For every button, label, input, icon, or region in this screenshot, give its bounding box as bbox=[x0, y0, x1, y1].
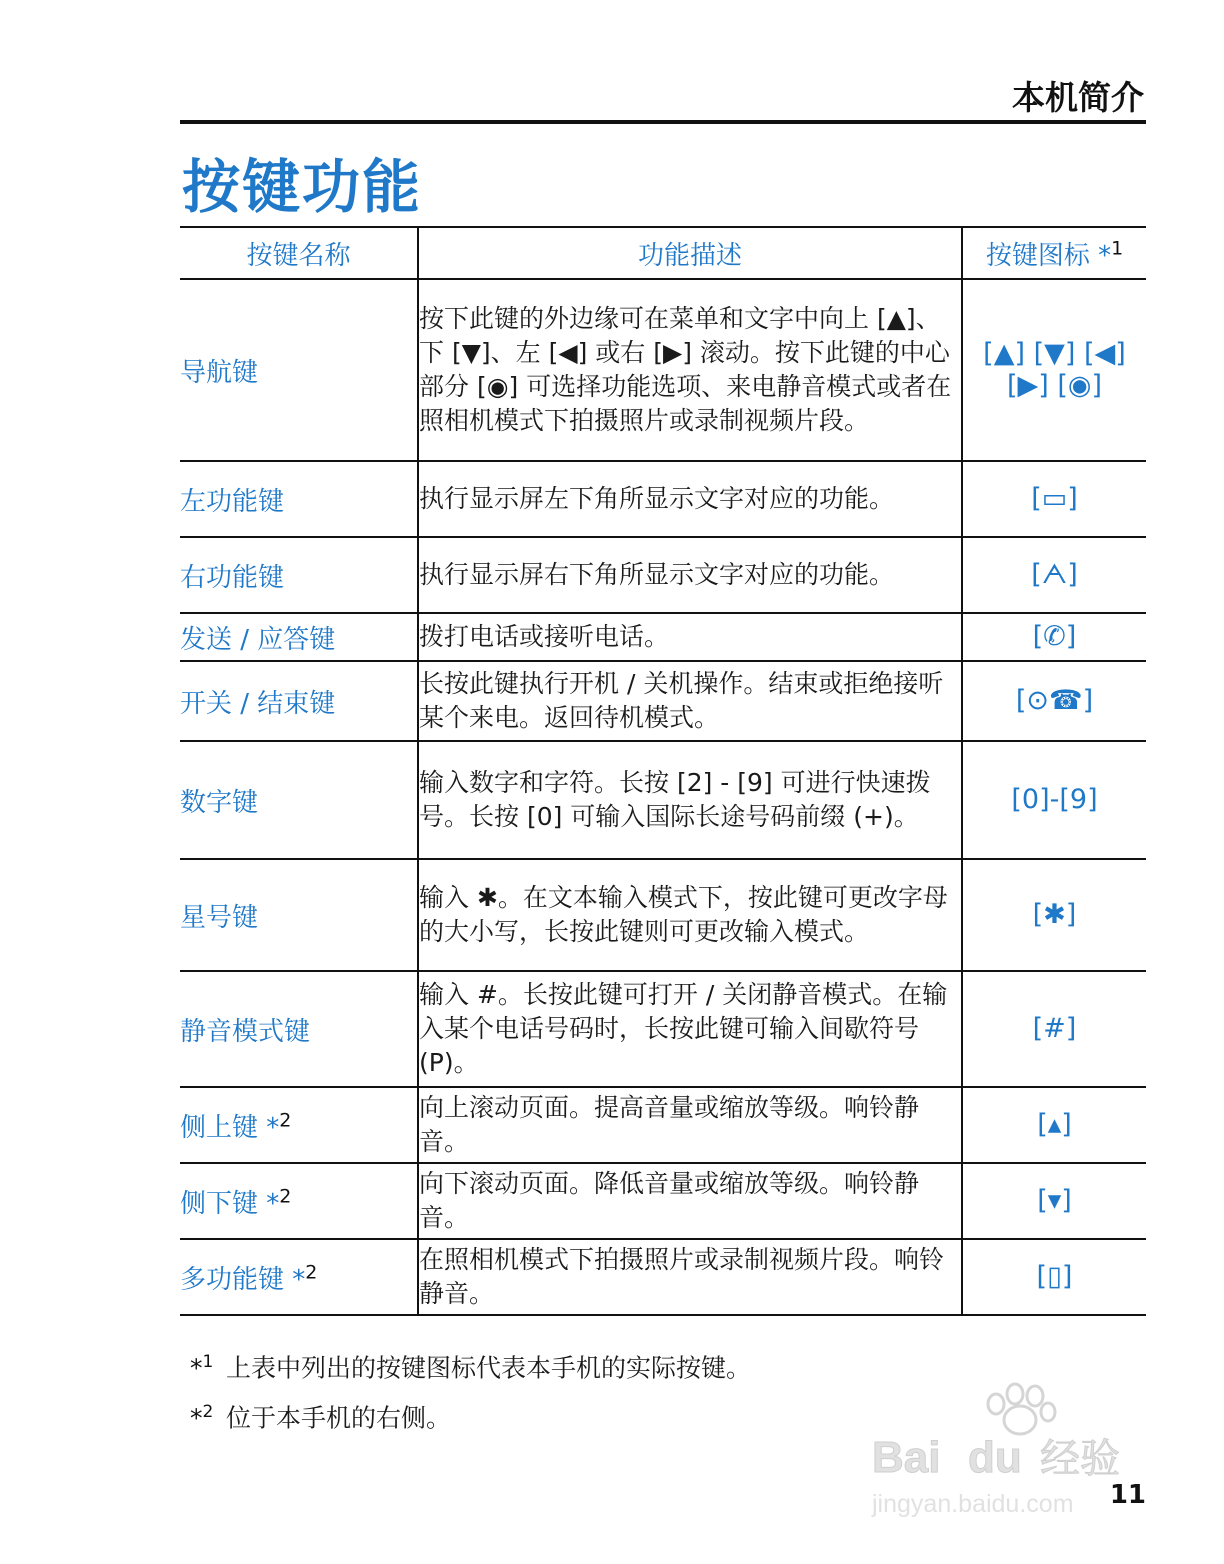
key-description: 执行显示屏右下角所显示文字对应的功能。 bbox=[418, 537, 962, 613]
footnotes bbox=[190, 1340, 751, 1441]
table-row bbox=[180, 859, 1146, 971]
navigation-key-icon: [▲] [▼] [◀] [▶] [◉] bbox=[962, 279, 1146, 461]
header-rule bbox=[180, 120, 1146, 124]
key-description: 输入 ✱。在文本输入模式下，按此键可更改字母的大小写，长按此键则可更改输入模式。 bbox=[418, 859, 962, 971]
key-description: 向下滚动页面。降低音量或缩放等级。响铃静音。 bbox=[418, 1163, 962, 1239]
footnote-text: 位于本手机的右侧。 bbox=[226, 1403, 452, 1433]
footnote-1 bbox=[190, 1340, 751, 1390]
footnote-ref-2: 2 bbox=[279, 1108, 292, 1131]
table-row bbox=[180, 661, 1146, 741]
power-end-key-icon: [⊙☎] bbox=[962, 661, 1146, 741]
header-key-name: 按键名称 bbox=[180, 227, 418, 279]
section-title: 本机简介 bbox=[1012, 78, 1144, 117]
svg-text:jingyan.baidu.com: jingyan.baidu.com bbox=[872, 1490, 1074, 1518]
footnote-ref-2: 2 bbox=[279, 1184, 292, 1207]
key-name: 数字键 bbox=[180, 741, 418, 859]
baidu-jingyan-watermark bbox=[870, 1380, 1150, 1520]
key-name: 右功能键 bbox=[180, 537, 418, 613]
footnote-marker: *$^2$ bbox=[190, 1402, 214, 1433]
key-name: 静音模式键 bbox=[180, 971, 418, 1087]
number-keys-icon: [0]-[9] bbox=[962, 741, 1146, 859]
key-description: 执行显示屏左下角所显示文字对应的功能。 bbox=[418, 461, 962, 537]
table-row bbox=[180, 1087, 1146, 1163]
key-description: 在照相机模式下拍摄照片或录制视频片段。响铃静音。 bbox=[418, 1239, 962, 1315]
key-function-table bbox=[180, 226, 1146, 1316]
table-header-row bbox=[180, 227, 1146, 279]
svg-text:du: du bbox=[968, 1433, 1022, 1482]
table-row bbox=[180, 461, 1146, 537]
key-name: 导航键 bbox=[180, 279, 418, 461]
table-row bbox=[180, 613, 1146, 661]
key-description: 按下此键的外边缘可在菜单和文字中向上 [▲]、下 [▼]、左 [◀] 或右 [▶] 滚动。按下此键的中心部分 [◉] 可选择功能选项、来电静音模式或者在照相机模式下拍摄照片或录制视频片段。 bbox=[418, 279, 962, 461]
key-name: 侧下键 *$^2$ bbox=[180, 1163, 418, 1239]
table-row bbox=[180, 537, 1146, 613]
right-softkey-icon: [ᗅ] bbox=[962, 537, 1146, 613]
page-number: 11 bbox=[1109, 1480, 1146, 1510]
table-row bbox=[180, 971, 1146, 1087]
side-down-key-icon: [▾] bbox=[962, 1163, 1146, 1239]
table-row bbox=[180, 279, 1146, 461]
key-name: 左功能键 bbox=[180, 461, 418, 537]
multifunction-key-icon: [▯] bbox=[962, 1239, 1146, 1315]
key-description: 长按此键执行开机 / 关机操作。结束或拒绝接听某个来电。返回待机模式。 bbox=[418, 661, 962, 741]
key-name: 星号键 bbox=[180, 859, 418, 971]
key-name: 多功能键 *$^2$ bbox=[180, 1239, 418, 1315]
svg-text:Bai: Bai bbox=[872, 1433, 941, 1482]
footnote-2 bbox=[190, 1390, 751, 1440]
key-name: 开关 / 结束键 bbox=[180, 661, 418, 741]
left-softkey-icon: [▭] bbox=[962, 461, 1146, 537]
key-name: 发送 / 应答键 bbox=[180, 613, 418, 661]
footnote-ref-1: 1 bbox=[1111, 236, 1124, 259]
header-key-icon: 按键图标 *$^1$ bbox=[962, 227, 1146, 279]
side-up-key-icon: [▴] bbox=[962, 1087, 1146, 1163]
key-description: 输入数字和字符。长按 [2] - [9] 可进行快速拨号。长按 [0] 可输入国际长途号码前缀 (+)。 bbox=[418, 741, 962, 859]
table-row bbox=[180, 1239, 1146, 1315]
page-heading: 按键功能 bbox=[182, 153, 423, 221]
footnote-marker: *$^1$ bbox=[190, 1352, 214, 1383]
key-description: 拨打电话或接听电话。 bbox=[418, 613, 962, 661]
table-row bbox=[180, 1163, 1146, 1239]
table-row bbox=[180, 741, 1146, 859]
footnote-text: 上表中列出的按键图标代表本手机的实际按键。 bbox=[226, 1353, 752, 1383]
header-description: 功能描述 bbox=[418, 227, 962, 279]
key-description: 向上滚动页面。提高音量或缩放等级。响铃静音。 bbox=[418, 1087, 962, 1163]
footnote-ref-2: 2 bbox=[305, 1260, 318, 1283]
hash-key-icon: [#] bbox=[962, 971, 1146, 1087]
key-description: 输入 #。长按此键可打开 / 关闭静音模式。在输入某个电话号码时，长按此键可输入间歇符号 (P)。 bbox=[418, 971, 962, 1087]
star-key-icon: [✱] bbox=[962, 859, 1146, 971]
send-key-icon: [✆] bbox=[962, 613, 1146, 661]
svg-text:经验: 经验 bbox=[1040, 1436, 1120, 1482]
key-name: 侧上键 *$^2$ bbox=[180, 1087, 418, 1163]
